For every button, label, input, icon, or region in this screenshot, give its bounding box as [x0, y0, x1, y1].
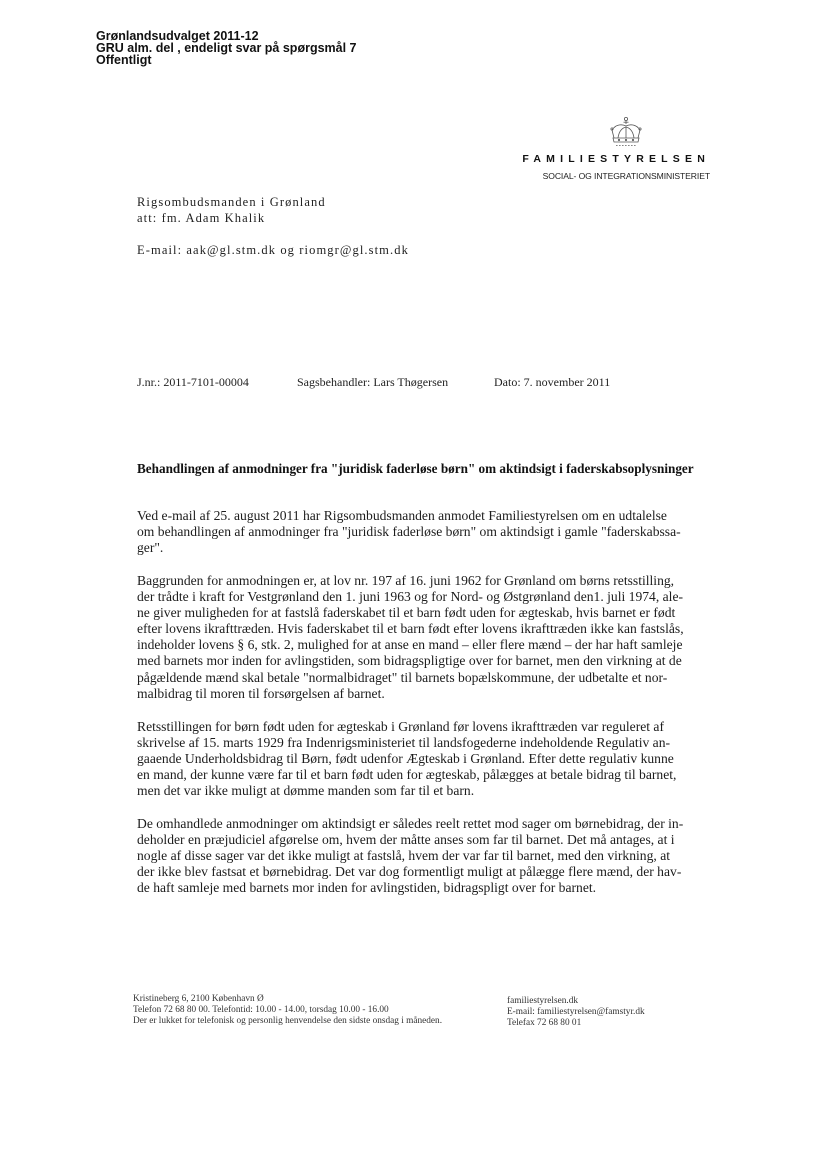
footer-online	[507, 996, 645, 1030]
text-line: indeholder lovens § 6, stk. 2, mulighed for at anse en mand – eller flere mænd – der har haft samleje	[137, 637, 683, 653]
footer-closed-notice: Der er lukket for telefonisk og personlig henvendelse den sidste onsdag i måneden.	[133, 1016, 443, 1027]
stamp-status: Offentligt	[96, 53, 152, 67]
text-line: deholder en præjudiciel afgørelse om, hvem der måtte anses som far til barnet. Det må antages, at i	[137, 832, 675, 848]
journal-number: J.nr.: 2011-7101-00004	[137, 375, 249, 389]
text-line: skrivelse af 15. marts 1929 fra Indenrigsministeriet til landsfogederne indeholdende Regulativ an-	[137, 735, 671, 751]
text-line: de haft samleje med barnets mor inden for avlingstiden, bidragspligt over for barnet.	[137, 880, 597, 896]
text-line: men det var ikke muligt at dømme manden som far til et barn.	[137, 783, 475, 799]
agency-name: FAMILIESTYRELSEN	[522, 153, 710, 165]
stamp-reference: GRU alm. del , endeligt svar på spørgsmål 7	[96, 41, 357, 55]
document-stamp	[96, 30, 357, 66]
text-line: gaaende Underholdsbidrag til Børn, født udenfor Ægteskab i Grønland. Efter dette regulativ kunne	[137, 751, 674, 767]
crown-icon	[606, 116, 646, 152]
paragraph-3	[137, 719, 709, 799]
text-line: efter lovens ikrafttræden. Hvis faderskabet til et barn født efter lovens ikrafttræden ikke kan fastslås,	[137, 621, 684, 637]
recipient-email: E-mail: aak@gl.stm.dk og riomgr@gl.stm.dk	[137, 243, 409, 257]
paragraph-4	[137, 816, 709, 896]
letter-subject: Behandlingen af anmodninger fra "juridisk faderløse børn" om aktindsigt i faderskabsoplysninger	[137, 461, 694, 476]
footer-address: Kristineberg 6, 2100 København Ø	[133, 994, 264, 1004]
recipient-attention: att: fm. Adam Khalik	[137, 211, 266, 225]
footer-email: E-mail: familiestyrelsen@famstyr.dk	[507, 1007, 645, 1018]
footer-fax: Telefax 72 68 80 01	[507, 1018, 582, 1029]
text-line: nogle af disse sager var det ikke muligt at fastslå, hvem der var far til barnet, med den virkning, at	[137, 848, 671, 864]
stamp-committee: Grønlandsudvalget 2011-12	[96, 29, 259, 43]
text-line: ger".	[137, 540, 164, 556]
paragraph-2	[137, 573, 709, 702]
paragraph-1	[137, 508, 709, 556]
text-line: ne giver muligheden for at fastslå faderskabet til et barn født uden for ægteskab, hvis barnet er født	[137, 605, 676, 621]
case-handler: Sagsbehandler: Lars Thøgersen	[297, 375, 449, 389]
text-line: malbidrag til moren til forsørgelsen af barnet.	[137, 685, 385, 701]
footer-phone: Telefon 72 68 80 00. Telefontid: 10.00 - 14.00, torsdag 10.00 - 16.00	[133, 1005, 389, 1016]
text-line: der ikke blev fastsat et børnebidrag. Det var dog formentligt muligt at pålægge flere mænd, der hav-	[137, 864, 682, 880]
text-line: pågældende mænd skal betale "normalbidraget" til barnets bopælskommune, der udbetalte et nor-	[137, 669, 668, 685]
text-line: en mand, der kunne være far til et barn født uden for ægteskab, pålægges at betale bidrag til barnet,	[137, 767, 677, 783]
text-line: De omhandlede anmodninger om aktindsigt er således reelt rettet mod sager om børnebidrag, der in-	[137, 816, 684, 831]
letter-date: Dato: 7. november 2011	[494, 375, 611, 389]
text-line: der trådte i kraft for Vestgrønland den 1. juni 1963 og for Nord- og Østgrønland den1. juli 1974, ale-	[137, 589, 684, 605]
ministry-name: SOCIAL- OG INTEGRATIONSMINISTERIET	[542, 171, 710, 181]
recipient-name: Rigsombudsmanden i Grønland	[137, 195, 326, 209]
text-line: om behandlingen af anmodninger fra "juridisk faderløse børn" om aktindsigt i gamle "faderskabssa-	[137, 524, 681, 540]
text-line: med barnets mor inden for avlingstiden, som bidragspligtige over for barnet, men den virkning at de	[137, 653, 682, 669]
text-line: Ved e-mail af 25. august 2011 har Rigsombudsmanden anmodet Familiestyrelsen om en udtalelse	[137, 508, 667, 523]
text-line: Retsstillingen for børn født uden for ægteskab i Grønland før lovens ikrafttræden var reguleret af	[137, 719, 664, 734]
footer-website: familiestyrelsen.dk	[507, 996, 578, 1006]
footer-contact	[133, 994, 442, 1028]
text-line: Baggrunden for anmodningen er, at lov nr. 197 af 16. juni 1962 for Grønland om børns retsstilling,	[137, 573, 675, 588]
